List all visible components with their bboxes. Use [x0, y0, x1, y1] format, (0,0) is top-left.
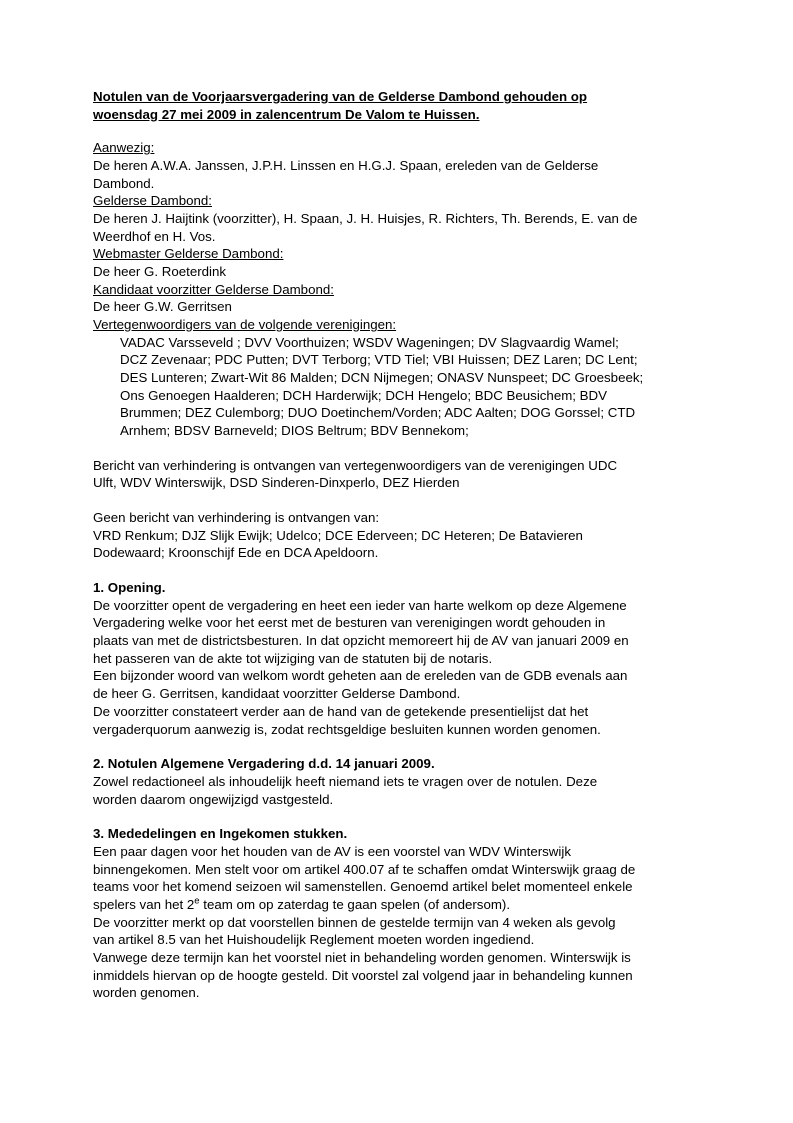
- attendance-webmaster-line-1: De heer G. Roeterdink: [93, 264, 227, 280]
- attendance-gelderse-dambond-line-1: De heren J. Haijtink (voorzitter), H. Spaan, J. H. Huisjes, R. Richters, Th. Berends, E. van de: [93, 211, 638, 227]
- section-2-notulen: [93, 755, 700, 808]
- attendance-aanwezig-line-1: De heren A.W.A. Janssen, J.P.H. Linssen en H.G.J. Spaan, ereleden van de Gelderse: [93, 158, 599, 174]
- section-1-p1-line-1: De voorzitter opent de vergadering en heet een ieder van harte welkom op deze Algemene: [93, 597, 627, 613]
- spacer-4: [93, 738, 700, 755]
- attendance-heading-gelderse-dambond: Gelderse Dambond:: [93, 193, 212, 209]
- vertegenwoordigers-line-4: Ons Genoegen Haalderen; DCH Harderwijk; DCH Hengelo; BDC Beusichem; BDV: [120, 387, 608, 403]
- superscript-e: e: [194, 895, 200, 907]
- section-1-p3-line-1: De voorzitter constateert verder aan de hand van de getekende presentielijst dat het: [93, 703, 589, 719]
- section-1-p1-line-3: plaats van met de districtsbesturen. In dat opzicht memoreert hij de AV van januari 2009 en: [93, 633, 629, 649]
- section-1-p2-line-1: Een bijzonder woord van welkom wordt geheten aan de ereleden van de GDB evenals aan: [93, 668, 628, 684]
- attendance-vertegenwoordigers-list: [93, 334, 700, 440]
- section-1-heading: 1. Opening.: [93, 580, 166, 596]
- attendance-heading-webmaster: Webmaster Gelderse Dambond:: [93, 246, 284, 262]
- spacer-2: [93, 492, 700, 509]
- section-3-mededelingen: [93, 825, 700, 1002]
- section-1-opening: [93, 579, 700, 738]
- attendance-aanwezig-line-2: Dambond.: [93, 175, 155, 191]
- section-1-p1-line-4: het passeren van de akte tot wijziging van de statuten bij de notaris.: [93, 650, 493, 666]
- section-3-p1-line-3: teams voor het komend seizoen wil samenstellen. Genoemd artikel belet momenteel enkele: [93, 879, 633, 895]
- bericht-verhindering-line-2: Ulft, WDV Winterswijk, DSD Sinderen-Dinxperlo, DEZ Hierden: [93, 475, 460, 491]
- spacer-3: [93, 562, 700, 579]
- geen-bericht-block: [93, 509, 700, 562]
- attendance-heading-aanwezig: Aanwezig:: [93, 140, 155, 156]
- section-3-p1-line-1: Een paar dagen voor het houden van de AV is een voorstel van WDV Winterswijk: [93, 843, 571, 859]
- vertegenwoordigers-line-3: DES Lunteren; Zwart-Wit 86 Malden; DCN Nijmegen; ONASV Nunspeet; DC Groesbeek;: [120, 370, 644, 386]
- document-title-line-2: woensdag 27 mei 2009 in zalencentrum De Valom te Huissen.: [93, 106, 480, 122]
- document-body: [93, 88, 700, 1002]
- vertegenwoordigers-line-5: Brummen; DEZ Culemborg; DUO Doetinchem/Vorden; ADC Aalten; DOG Gorssel; CTD: [120, 405, 636, 421]
- vertegenwoordigers-line-2: DCZ Zevenaar; PDC Putten; DVT Terborg; VTD Tiel; VBI Huissen; DEZ Laren; DC Lent;: [120, 352, 638, 368]
- spacer-1: [93, 440, 700, 457]
- attendance-heading-vertegenwoordigers: Vertegenwoordigers van de volgende verenigingen:: [93, 317, 397, 333]
- document-title-line-1: Notulen van de Voorjaarsvergadering van de Gelderse Dambond gehouden op: [93, 89, 588, 104]
- section-3-p1-line-4: spelers van het 2e team om op zaterdag te gaan spelen (of andersom).: [93, 895, 511, 912]
- section-3-p1-line-2: binnengekomen. Men stelt voor om artikel 400.07 af te schaffen omdat Winterswijk graag de: [93, 861, 636, 877]
- section-2-heading: 2. Notulen Algemene Vergadering d.d. 14 januari 2009.: [93, 756, 435, 772]
- section-3-p3-line-1: Vanwege deze termijn kan het voorstel niet in behandeling worden genomen. Winterswijk is: [93, 949, 631, 965]
- section-3-p3-line-2: inmiddels hiervan op de hoogte gesteld. Dit voorstel zal volgend jaar in behandeling kunnen: [93, 967, 633, 983]
- geen-bericht-line-2: VRD Renkum; DJZ Slijk Ewijk; Udelco; DCE Ederveen; DC Heteren; De Batavieren: [93, 527, 583, 543]
- vertegenwoordigers-line-1: VADAC Varsseveld ; DVV Voorthuizen; WSDV Wageningen; DV Slagvaardig Wamel;: [120, 334, 619, 350]
- section-2-p1-line-2: worden daarom ongewijzigd vastgesteld.: [93, 791, 334, 807]
- section-3-p2-line-2: van artikel 8.5 van het Huishoudelijk Reglement moeten worden ingediend.: [93, 932, 535, 948]
- spacer-5: [93, 808, 700, 825]
- section-3-p3-line-3: worden genomen.: [93, 985, 200, 1001]
- section-3-heading: 3. Mededelingen en Ingekomen stukken.: [93, 826, 348, 842]
- section-1-p1-line-2: Vergadering welke voor het eerst met de besturen van verenigingen wordt gehouden in: [93, 615, 606, 631]
- attendance-heading-kandidaat-voorzitter: Kandidaat voorzitter Gelderse Dambond:: [93, 281, 334, 297]
- geen-bericht-line-1: Geen bericht van verhindering is ontvangen van:: [93, 510, 380, 526]
- section-2-p1-line-1: Zowel redactioneel als inhoudelijk heeft niemand iets te vragen over de notulen. Deze: [93, 773, 598, 789]
- section-1-p2-line-2: de heer G. Gerritsen, kandidaat voorzitter Gelderse Dambond.: [93, 686, 461, 702]
- attendance-gelderse-dambond-line-2: Weerdhof en H. Vos.: [93, 228, 216, 244]
- vertegenwoordigers-line-6: Arnhem; BDSV Barneveld; DIOS Beltrum; BDV Bennekom;: [120, 423, 469, 439]
- geen-bericht-line-3: Dodewaard; Kroonschijf Ede en DCA Apeldoorn.: [93, 545, 379, 561]
- attendance-section: [93, 139, 700, 439]
- bericht-verhindering-line-1: Bericht van verhindering is ontvangen van vertegenwoordigers van de verenigingen UDC: [93, 457, 618, 473]
- bericht-verhindering-block: [93, 457, 700, 492]
- section-1-p3-line-2: vergaderquorum aanwezig is, zodat rechtsgeldige besluiten kunnen worden genomen.: [93, 721, 601, 737]
- section-3-p2-line-1: De voorzitter merkt op dat voorstellen binnen de gestelde termijn van 4 weken als gevolg: [93, 914, 616, 930]
- document-title: [93, 88, 700, 123]
- attendance-kandidaat-line-1: De heer G.W. Gerritsen: [93, 299, 232, 315]
